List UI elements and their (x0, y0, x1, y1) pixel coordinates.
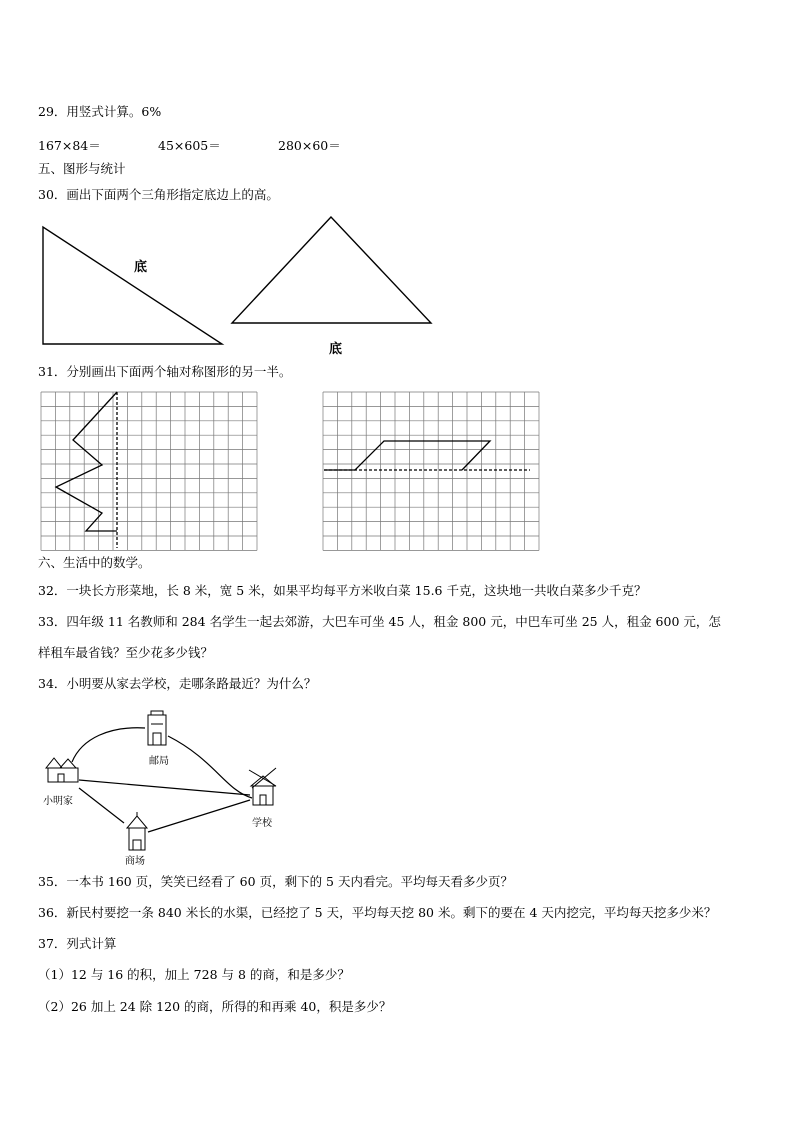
q35: 35．一本书 160 页，笑笑已经看了 60 页，剩下的 5 天内看完。平均每天看多少页？ (38, 874, 513, 889)
label-home: 小明家 (43, 796, 73, 807)
path-home-school (79, 780, 250, 795)
path-mall-school (148, 800, 250, 832)
q36: 36．新民村要挖一条 840 米长的水渠，已经挖了 5 天，平均每天挖 80 米。剩下的要在 4 天内挖完，平均每天挖多少米？ (38, 905, 717, 920)
mall-tower-icon (127, 812, 147, 850)
route-map (72, 728, 252, 832)
q32: 32．一块长方形菜地，长 8 米，宽 5 米，如果平均每平方米收白菜 15.6 千克，这块地一共收白菜多少千克？ (38, 583, 647, 598)
school-windmill-icon (249, 768, 276, 805)
calc-3: 280×60＝ (278, 138, 341, 153)
q34-title: 34．小明要从家去学校，走哪条路最近？为什么？ (38, 676, 317, 691)
right-shape (324, 441, 530, 470)
label-mall: 商场 (125, 856, 145, 867)
left-shape (56, 392, 117, 548)
house-icon (46, 758, 78, 782)
q30-title: 30．画出下面两个三角形指定底边上的高。 (38, 187, 279, 202)
label-post-office: 邮局 (149, 756, 169, 767)
base-label-2: 底 (329, 342, 343, 357)
q29-title: 29．用竖式计算。6% (38, 104, 162, 119)
base-label-1: 底 (134, 260, 148, 275)
grid-right (323, 392, 539, 550)
section-5-heading: 五、图形与统计 (38, 161, 126, 176)
q33-line-2: 样租车最省钱？至少花多少钱？ (38, 645, 214, 660)
right-triangle (43, 227, 222, 344)
isosceles-triangle (232, 217, 431, 323)
label-school: 学校 (252, 818, 272, 829)
path-home-mall (79, 788, 124, 823)
q37-title: 37．列式计算 (38, 936, 117, 951)
calc-2: 45×605＝ (158, 138, 221, 153)
section-6-heading: 六、生活中的数学。 (38, 555, 151, 570)
q37-part-1: （1）12 与 16 的积，加上 728 与 8 的商，和是多少？ (38, 967, 350, 982)
q37-part-2: （2）26 加上 24 除 120 的商，所得的和再乘 40，积是多少？ (38, 999, 392, 1014)
q33-line-1: 33．四年级 11 名教师和 284 名学生一起去郊游，大巴车可坐 45 人，租金 800 元，中巴车可坐 25 人，租金 600 元，怎 (38, 614, 721, 629)
calc-1: 167×84＝ (38, 138, 101, 153)
grid-left (41, 392, 257, 550)
post-office-icon (148, 711, 166, 745)
q31-title: 31．分别画出下面两个轴对称图形的另一半。 (38, 364, 292, 379)
path-home-post (72, 728, 145, 762)
